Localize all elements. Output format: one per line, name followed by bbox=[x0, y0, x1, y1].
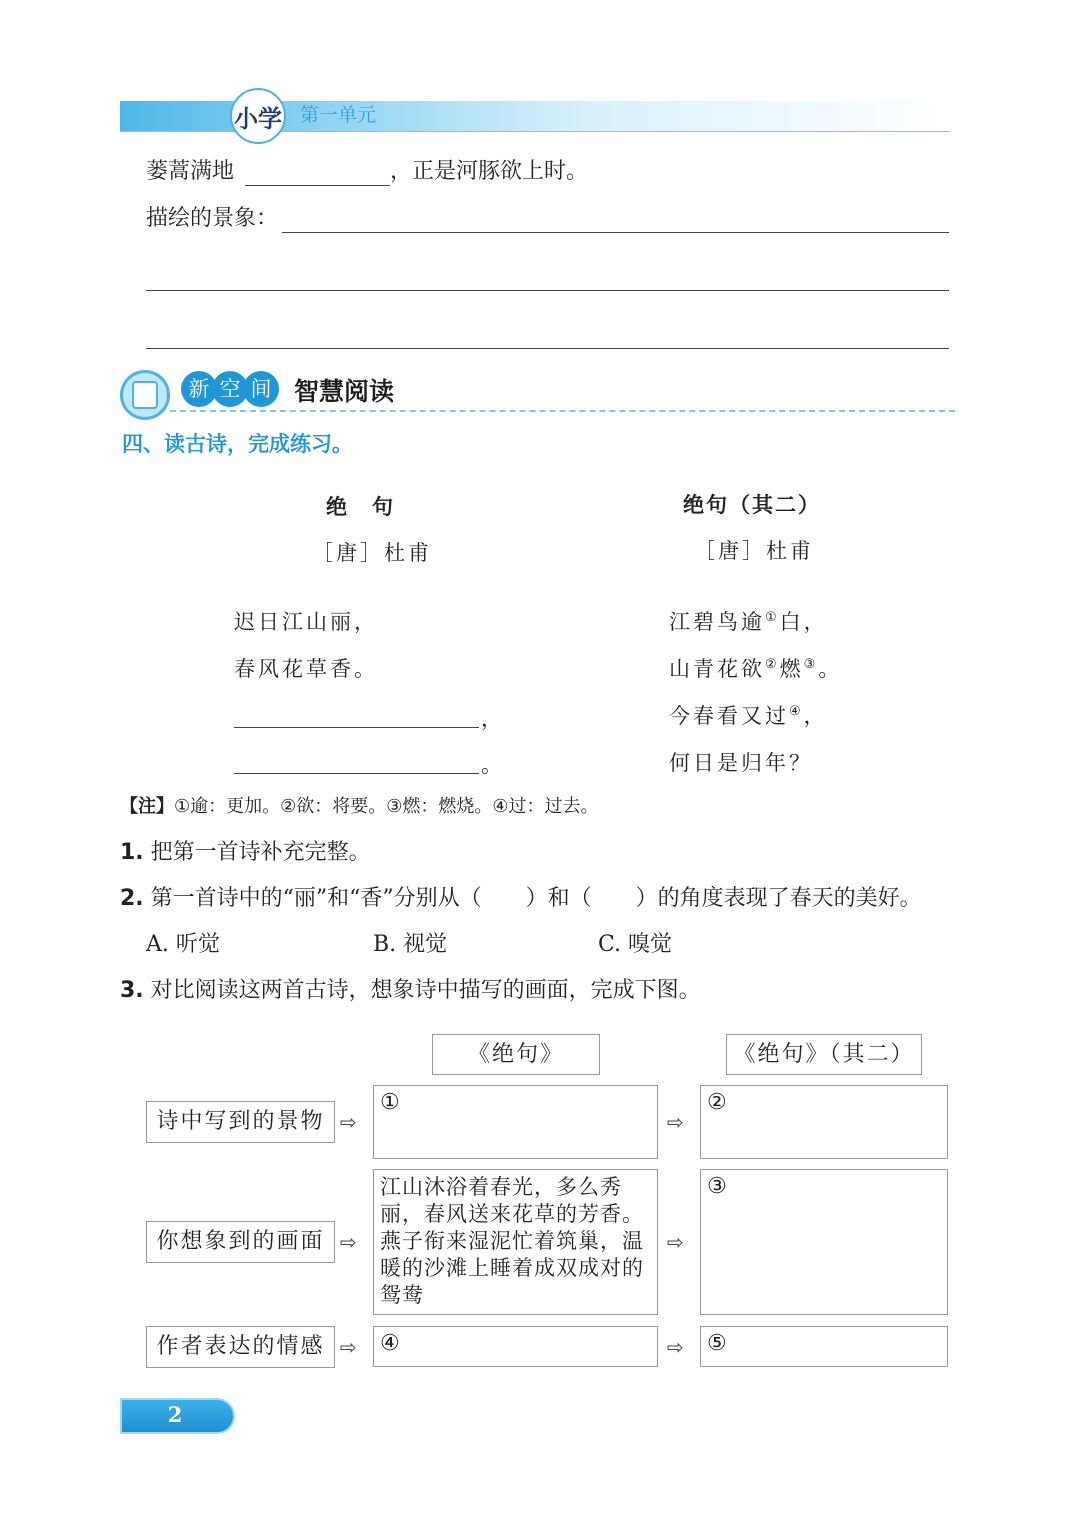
diagram-col2-title: 《绝句》（其二） bbox=[726, 1034, 922, 1075]
poem2-line-1: 江碧鸟逾①白， bbox=[669, 610, 828, 634]
arrow-right-icon: ⇨ bbox=[667, 1335, 684, 1359]
book-icon-inner bbox=[132, 381, 158, 409]
arrow-right-icon: ⇨ bbox=[667, 1230, 684, 1254]
poem1-blank-3[interactable] bbox=[234, 726, 479, 728]
question-heading: 四、读古诗，完成练习。 bbox=[122, 432, 353, 456]
question-2: 2. 第一首诗中的“丽”和“香”分别从（ ）和（ ）的角度表现了春天的美好。 bbox=[120, 886, 922, 911]
arrow-right-icon: ⇨ bbox=[340, 1335, 357, 1359]
poem1-title: 绝 句 bbox=[326, 495, 395, 519]
section-title: 智慧阅读 bbox=[294, 377, 395, 406]
diagram-row-label-scenery: 诗中写到的景物 bbox=[146, 1101, 335, 1143]
fill-blank-1[interactable] bbox=[245, 184, 390, 186]
section-divider bbox=[170, 410, 955, 412]
scene-label: 描绘的景象： bbox=[146, 206, 279, 231]
option-b[interactable]: B. 视觉 bbox=[373, 932, 448, 957]
section-badge-1: 新 bbox=[181, 371, 217, 407]
imagined-scene-text: 江山沐浴着春光，多么秀丽，春风送来花草的芳香。燕子衔来湿泥忙着筑巢，温暖的沙滩上睡着成双成对的鸳鸯 bbox=[373, 1169, 658, 1315]
answer-box-5[interactable]: ⑤ bbox=[700, 1326, 948, 1367]
unit-label: 第一单元 bbox=[300, 104, 377, 126]
poem2-title: 绝句（其二） bbox=[683, 493, 821, 517]
scene-answer-line-2[interactable] bbox=[146, 289, 949, 291]
poem1-blank-4[interactable] bbox=[234, 772, 479, 774]
arrow-right-icon: ⇨ bbox=[340, 1110, 357, 1134]
answer-box-3[interactable]: ③ bbox=[700, 1169, 948, 1315]
answer-box-1[interactable]: ① bbox=[373, 1085, 658, 1159]
section-badge-3: 间 bbox=[243, 371, 279, 407]
question-3: 3. 对比阅读这两首古诗，想象诗中描写的画面，完成下图。 bbox=[120, 978, 701, 1003]
arrow-right-icon: ⇨ bbox=[340, 1230, 357, 1254]
page-number: 2 bbox=[167, 1402, 183, 1427]
poem2-line-2: 山青花欲②燃③。 bbox=[669, 657, 843, 681]
scene-answer-line-1[interactable] bbox=[282, 231, 949, 233]
poem1-line-2: 春风花草香。 bbox=[234, 657, 378, 681]
diagram-col1-title: 《绝句》 bbox=[432, 1034, 600, 1075]
poem1-blank-4-mark: 。 bbox=[481, 753, 505, 777]
answer-box-2[interactable]: ② bbox=[700, 1085, 948, 1159]
poem-line-prefix: 蒌蒿满地 bbox=[146, 159, 235, 184]
answer-box-4[interactable]: ④ bbox=[373, 1326, 658, 1367]
arrow-right-icon: ⇨ bbox=[667, 1110, 684, 1134]
scene-answer-line-3[interactable] bbox=[146, 347, 949, 349]
diagram-row-label-imagined: 你想象到的画面 bbox=[146, 1221, 335, 1263]
logo-text: 小学 bbox=[234, 105, 282, 133]
poem1-line-1: 迟日江山丽， bbox=[234, 610, 378, 634]
option-a[interactable]: A. 听觉 bbox=[146, 932, 220, 957]
poem2-author: ［唐］杜甫 bbox=[694, 539, 814, 563]
diagram-row-label-emotion: 作者表达的情感 bbox=[146, 1326, 335, 1368]
poem2-line-4: 何日是归年？ bbox=[669, 751, 813, 775]
poem1-author: ［唐］杜甫 bbox=[312, 541, 432, 565]
poem-line-suffix: ，正是河豚欲上时。 bbox=[390, 159, 589, 184]
poem1-blank-3-mark: ， bbox=[481, 707, 505, 731]
section-badge-2: 空 bbox=[212, 371, 248, 407]
footnote: 【注】①逾：更加。②欲：将要。③燃：燃烧。④过：过去。 bbox=[120, 796, 599, 817]
poem2-line-3: 今春看又过④， bbox=[669, 704, 828, 728]
option-c[interactable]: C. 嗅觉 bbox=[598, 932, 673, 957]
question-1: 1. 把第一首诗补充完整。 bbox=[120, 840, 371, 865]
